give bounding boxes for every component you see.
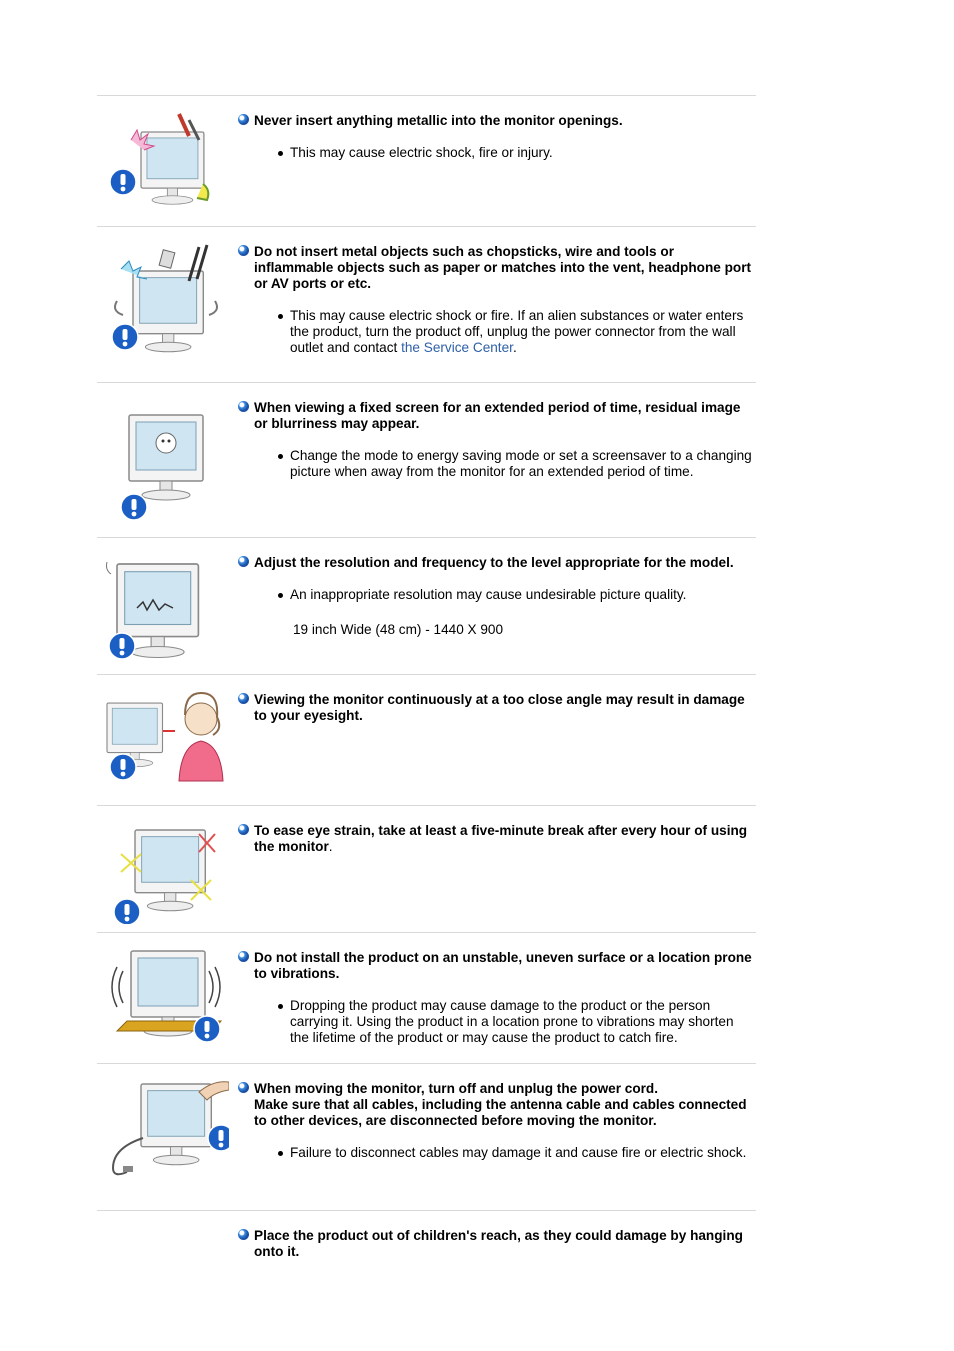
monitor-chopsticks-wire-icon bbox=[103, 241, 229, 361]
bullet-icon bbox=[238, 951, 249, 962]
instruction-section bbox=[97, 805, 756, 932]
instruction-heading: When moving the monitor, turn off and unplug the power cord. Make sure that all cables, including the antenna cable and cables connected to other devices, are disconnected before moving the monitor. bbox=[238, 1081, 756, 1129]
instruction-section bbox=[97, 95, 756, 226]
instruction-heading: Do not insert metal objects such as chopsticks, wire and tools or inflammable objects such as paper or matches into the vent, headphone port or AV ports or etc. bbox=[238, 244, 756, 292]
instruction-content bbox=[238, 555, 756, 638]
instruction-content bbox=[238, 1228, 756, 1260]
instruction-heading: Never insert anything metallic into the monitor openings. bbox=[238, 113, 756, 129]
instruction-section bbox=[97, 674, 756, 805]
monitor-vibration-icon bbox=[103, 947, 229, 1057]
instruction-item: This may cause electric shock, fire or injury. bbox=[290, 145, 756, 161]
instruction-item: Dropping the product may cause damage to the product or the person carrying it. Using the product in a location prone to vibrations may shorten the lifetime of the product or may cause the product to catch fire. bbox=[290, 998, 756, 1046]
monitor-eye-strain-icon bbox=[103, 820, 229, 924]
instruction-section bbox=[97, 226, 756, 382]
instruction-content bbox=[238, 692, 756, 724]
instruction-content bbox=[238, 113, 756, 161]
instruction-content bbox=[238, 823, 756, 855]
instruction-item: Change the mode to energy saving mode or set a screensaver to a changing picture when away from the monitor for an extended period of time. bbox=[290, 448, 756, 480]
instruction-section bbox=[97, 932, 756, 1063]
bullet-icon bbox=[238, 693, 249, 704]
safety-instructions-page bbox=[97, 95, 756, 1280]
instruction-item: An inappropriate resolution may cause undesirable picture quality. bbox=[290, 587, 756, 603]
instruction-heading: Place the product out of children's reach, as they could damage by hanging onto it. bbox=[238, 1228, 756, 1260]
instruction-section bbox=[97, 537, 756, 674]
woman-too-close-monitor-icon bbox=[103, 689, 229, 789]
monitor-fixed-image-icon bbox=[103, 397, 229, 521]
instruction-heading: Do not install the product on an unstable, uneven surface or a location prone to vibrations. bbox=[238, 950, 756, 982]
monitor-unplug-cord-icon bbox=[103, 1078, 229, 1188]
bullet-icon bbox=[238, 1229, 249, 1240]
instruction-content bbox=[238, 244, 756, 356]
monitor-metal-sparks-icon bbox=[103, 110, 229, 210]
instruction-content bbox=[238, 1081, 756, 1161]
instruction-item: This may cause electric shock or fire. If an alien substances or water enters the product, turn the product off, unplug the power connector from the wall outlet and contact the Service Center. bbox=[290, 308, 756, 356]
bullet-icon bbox=[238, 824, 249, 835]
instruction-content bbox=[238, 950, 756, 1046]
bullet-icon bbox=[238, 401, 249, 412]
instruction-item: Failure to disconnect cables may damage it and cause fire or electric shock. bbox=[290, 1145, 756, 1161]
bullet-icon bbox=[238, 245, 249, 256]
instruction-content bbox=[238, 400, 756, 480]
instruction-heading: Viewing the monitor continuously at a too close angle may result in damage to your eyesight. bbox=[238, 692, 756, 724]
bullet-icon bbox=[238, 114, 249, 125]
instruction-section bbox=[97, 382, 756, 537]
instruction-heading: When viewing a fixed screen for an extended period of time, residual image or blurriness may appear. bbox=[238, 400, 756, 432]
bullet-icon bbox=[238, 1082, 249, 1093]
instruction-heading: To ease eye strain, take at least a five-minute break after every hour of using the monitor. bbox=[238, 823, 756, 855]
instruction-heading: Adjust the resolution and frequency to the level appropriate for the model. bbox=[238, 555, 756, 571]
resolution-spec: 19 inch Wide (48 cm) - 1440 X 900 bbox=[293, 622, 504, 637]
instruction-section bbox=[97, 1210, 756, 1280]
instruction-section bbox=[97, 1063, 756, 1210]
service-center-link[interactable]: the Service Center bbox=[401, 340, 513, 355]
bullet-icon bbox=[238, 556, 249, 567]
monitor-resolution-icon bbox=[103, 552, 229, 662]
